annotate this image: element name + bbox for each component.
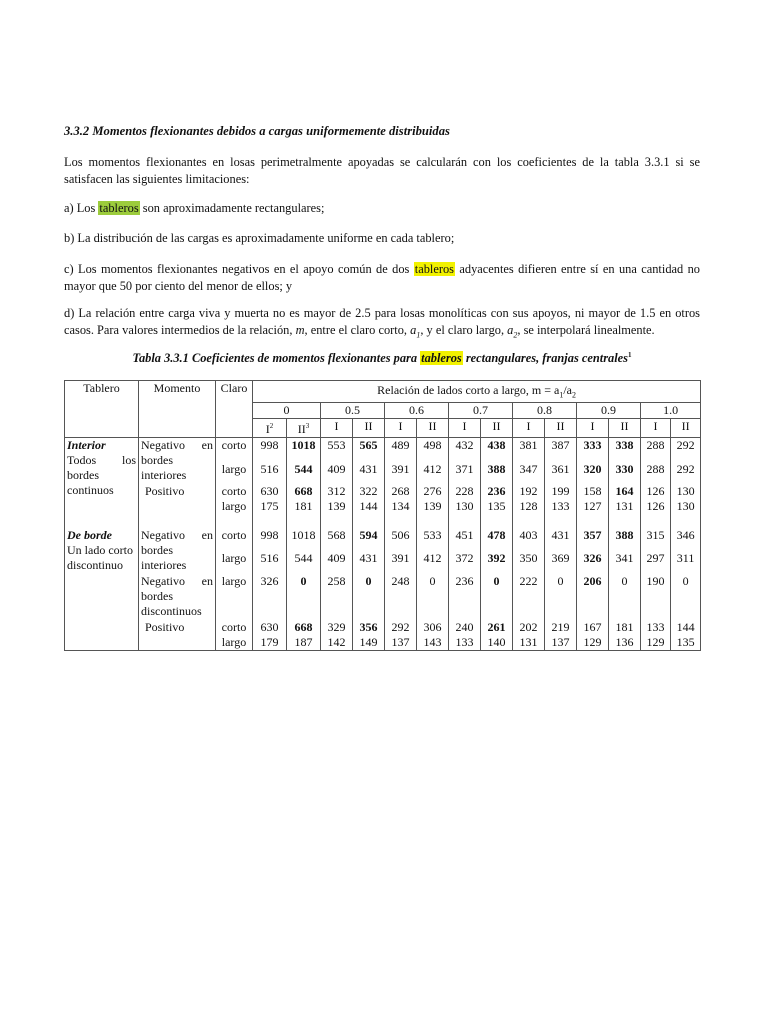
coef-cell: 142 (321, 635, 353, 651)
var-a2 (507, 323, 518, 340)
coef-cell: 451 (449, 528, 481, 551)
coef-cell: 228 (449, 484, 481, 499)
interior-neg-corto-row (65, 438, 701, 462)
coef-cell: 326 (253, 574, 287, 620)
coef-cell: 668 (287, 484, 321, 499)
coef-cell: 126 (641, 484, 671, 499)
coef-cell: 338 (609, 438, 641, 462)
item-d (64, 305, 700, 343)
coef-cell: 126 (641, 499, 671, 528)
coef-cell: 391 (385, 462, 417, 485)
ratio-header: 0.7 (449, 403, 513, 419)
coef-cell: 668 (287, 620, 321, 635)
coef-cell: 167 (577, 620, 609, 635)
momento-label: bordes (141, 543, 173, 558)
coef-cell: 139 (321, 499, 353, 528)
coef-cell: 130 (671, 484, 701, 499)
claro-largo: largo (216, 499, 253, 528)
coef-cell: 391 (385, 551, 417, 574)
footnote-marker: 2 (269, 422, 274, 431)
interior-pos-corto-row (65, 484, 701, 499)
case-header: I (641, 419, 671, 438)
coef-cell: 498 (417, 438, 449, 462)
coef-cell: 409 (321, 551, 353, 574)
coef-cell: 206 (577, 574, 609, 620)
coef-cell: 630 (253, 620, 287, 635)
momento-label: Negativo en (141, 438, 213, 453)
coef-cell: 130 (671, 499, 701, 528)
caption-suffix: rectangulares, franjas centrales (462, 351, 628, 366)
footnote-marker: 1 (627, 351, 632, 359)
coef-cell: 199 (545, 484, 577, 499)
coef-cell: 341 (609, 551, 641, 574)
coef-cell: 135 (671, 635, 701, 651)
coef-cell: 1018 (287, 528, 321, 551)
coef-cell: 409 (321, 462, 353, 485)
case-header: I (321, 419, 353, 438)
item-d-text: , se interpolará linealmente. (517, 323, 655, 337)
momento-label: interiores (141, 468, 187, 483)
coef-cell: 506 (385, 528, 417, 551)
coef-cell: 565 (353, 438, 385, 462)
coef-cell: 333 (577, 438, 609, 462)
momento-label: Negativo en (141, 574, 213, 589)
momento-label: Positivo (145, 484, 185, 499)
coef-cell: 998 (253, 438, 287, 462)
item-c-suffix: adyacentes difieren entre sí en una cantidad no mayor que 50 por ciento del menor de ellos; y (64, 262, 700, 293)
coef-cell: 190 (641, 574, 671, 620)
coef-cell: 144 (671, 620, 701, 635)
coef-cell: 0 (353, 574, 385, 620)
var-a1-sub: 1 (416, 330, 421, 340)
tablero-borde (65, 528, 139, 651)
coef-cell: 516 (253, 551, 287, 574)
coef-cell: 164 (609, 484, 641, 499)
coef-cell: 222 (513, 574, 545, 620)
relacion-sub: 1 (559, 390, 564, 400)
coef-cell: 329 (321, 620, 353, 635)
momento-negativo-interiores (139, 528, 216, 574)
tablero-desc: continuos (67, 483, 114, 498)
momento-positivo (139, 484, 216, 528)
coef-cell: 1018 (287, 438, 321, 462)
momento-negativo-interiores (139, 438, 216, 485)
case-header: II (609, 419, 641, 438)
relacion-sub: 2 (572, 390, 576, 400)
coef-cell: 594 (353, 528, 385, 551)
coef-cell: 544 (287, 462, 321, 485)
coef-cell: 478 (481, 528, 513, 551)
momento-label: Negativo en (141, 528, 213, 543)
ratio-header: 0.6 (385, 403, 449, 419)
coef-cell: 137 (385, 635, 417, 651)
coef-cell: 489 (385, 438, 417, 462)
var-a2-sub: 2 (513, 330, 518, 340)
coef-cell: 133 (545, 499, 577, 528)
case-header: II (481, 419, 513, 438)
coef-cell: 315 (641, 528, 671, 551)
momento-label: Positivo (145, 620, 185, 635)
borde-neg-corto-row (65, 528, 701, 551)
coef-cell: 388 (609, 528, 641, 551)
coef-cell: 371 (449, 462, 481, 485)
coef-cell: 136 (609, 635, 641, 651)
claro-corto: corto (216, 620, 253, 635)
header-relacion (253, 381, 701, 403)
coef-cell: 140 (481, 635, 513, 651)
coef-cell: 372 (449, 551, 481, 574)
claro-corto: corto (216, 438, 253, 462)
item-d-text: , entre el claro corto, (304, 323, 411, 337)
item-c (64, 261, 700, 295)
coef-cell: 0 (609, 574, 641, 620)
coef-cell: 202 (513, 620, 545, 635)
coef-cell: 127 (577, 499, 609, 528)
coef-cell: 187 (287, 635, 321, 651)
momento-label: bordes (141, 453, 173, 468)
coef-cell: 553 (321, 438, 353, 462)
coef-cell: 516 (253, 462, 287, 485)
coef-cell: 387 (545, 438, 577, 462)
ratio-header: 0.5 (321, 403, 385, 419)
claro-largo: largo (216, 462, 253, 485)
item-a (64, 200, 700, 217)
var-a2-letter: a (507, 323, 514, 337)
coef-cell: 326 (577, 551, 609, 574)
coef-cell: 219 (545, 620, 577, 635)
case-header: I (385, 419, 417, 438)
coef-cell: 129 (641, 635, 671, 651)
coef-cell: 347 (513, 462, 545, 485)
tablero-interior (65, 438, 139, 529)
coef-cell: 0 (481, 574, 513, 620)
coef-cell: 292 (671, 438, 701, 462)
coef-cell: 431 (353, 551, 385, 574)
ratio-header: 0.9 (577, 403, 641, 419)
coef-cell: 131 (513, 635, 545, 651)
coef-cell: 381 (513, 438, 545, 462)
coef-cell: 312 (321, 484, 353, 499)
coef-cell: 431 (353, 462, 385, 485)
coef-cell: 292 (385, 620, 417, 635)
coef-cell: 998 (253, 528, 287, 551)
intro-paragraph: Los momentos flexionantes en losas perimetralmente apoyadas se calcularán con los coeficientes de la tabla 3.3.1 si se satisfacen las siguientes limitaciones: (64, 155, 700, 186)
coef-cell: 357 (577, 528, 609, 551)
case-header: II (353, 419, 385, 438)
item-c-prefix: c) Los momentos flexionantes negativos en el apoyo común de dos (64, 262, 414, 276)
claro-largo: largo (216, 574, 253, 620)
coef-cell: 133 (641, 620, 671, 635)
case-header: II (545, 419, 577, 438)
coef-cell: 181 (609, 620, 641, 635)
coef-cell: 135 (481, 499, 513, 528)
coef-cell: 320 (577, 462, 609, 485)
item-a-suffix: son aproximadamente rectangulares; (139, 201, 325, 215)
coefficients-table (64, 380, 701, 651)
case-label: II (297, 422, 306, 437)
coef-cell: 431 (545, 528, 577, 551)
case-header: II (671, 419, 701, 438)
case-header: I (577, 419, 609, 438)
momento-label: discontinuos (141, 604, 202, 619)
coef-cell: 630 (253, 484, 287, 499)
coef-cell: 356 (353, 620, 385, 635)
coef-cell: 544 (287, 551, 321, 574)
item-b: b) La distribución de las cargas es aproximadamente uniforme en cada tablero; (64, 231, 455, 245)
claro-corto: corto (216, 528, 253, 551)
case-header: II (417, 419, 449, 438)
var-a1 (410, 323, 421, 340)
coef-cell: 181 (287, 499, 321, 528)
coef-cell: 149 (353, 635, 385, 651)
tablero-title: Interior (67, 438, 106, 453)
coef-cell: 133 (449, 635, 481, 651)
coef-cell: 144 (353, 499, 385, 528)
coef-cell: 306 (417, 620, 449, 635)
table-header-row (65, 381, 701, 403)
coef-cell: 0 (417, 574, 449, 620)
coef-cell: 533 (417, 528, 449, 551)
coef-cell: 403 (513, 528, 545, 551)
claro-corto: corto (216, 484, 253, 499)
case-label: I (265, 422, 270, 437)
tablero-desc: Un lado corto (67, 543, 133, 558)
coef-cell: 568 (321, 528, 353, 551)
section-heading: 3.3.2 Momentos flexionantes debidos a cargas uniformemente distribuidas (64, 124, 450, 138)
coef-cell: 192 (513, 484, 545, 499)
item-d-text: , y el claro largo, (420, 323, 508, 337)
coef-cell: 412 (417, 462, 449, 485)
footnote-marker: 3 (305, 422, 310, 431)
coef-cell: 137 (545, 635, 577, 651)
claro-largo: largo (216, 635, 253, 651)
coef-cell: 139 (417, 499, 449, 528)
claro-largo: largo (216, 551, 253, 574)
ratio-header: 1.0 (641, 403, 701, 419)
borde-neg-discontinuo-row (65, 574, 701, 620)
ratio-header: 0.8 (513, 403, 577, 419)
coef-cell: 276 (417, 484, 449, 499)
case-header: I (449, 419, 481, 438)
tablero-desc: discontinuo (67, 558, 123, 573)
header-claro: Claro (216, 381, 253, 438)
header-tablero: Tablero (65, 381, 139, 438)
coef-cell: 179 (253, 635, 287, 651)
coef-cell: 346 (671, 528, 701, 551)
coef-cell: 361 (545, 462, 577, 485)
coef-cell: 392 (481, 551, 513, 574)
coef-cell: 131 (609, 499, 641, 528)
coef-cell: 330 (609, 462, 641, 485)
coef-cell: 128 (513, 499, 545, 528)
coef-cell: 134 (385, 499, 417, 528)
coef-cell: 288 (641, 462, 671, 485)
relacion-sep: /a (563, 383, 572, 397)
coef-cell: 288 (641, 438, 671, 462)
momento-negativo-discontinuos (139, 574, 216, 620)
coef-cell: 0 (671, 574, 701, 620)
coef-cell: 297 (641, 551, 671, 574)
ratio-header: 0 (253, 403, 321, 419)
momento-positivo (139, 620, 216, 651)
coef-cell: 322 (353, 484, 385, 499)
borde-pos-corto-row (65, 620, 701, 635)
highlight-tableros: tableros (414, 262, 454, 276)
highlight-tableros: tableros (99, 201, 139, 215)
coef-cell: 240 (449, 620, 481, 635)
case-header (287, 419, 321, 438)
coef-cell: 130 (449, 499, 481, 528)
case-header (253, 419, 287, 438)
coef-cell: 143 (417, 635, 449, 651)
coef-cell: 129 (577, 635, 609, 651)
coef-cell: 438 (481, 438, 513, 462)
coef-cell: 158 (577, 484, 609, 499)
coef-cell: 248 (385, 574, 417, 620)
coef-cell: 369 (545, 551, 577, 574)
coef-cell: 311 (671, 551, 701, 574)
coef-cell: 0 (287, 574, 321, 620)
momento-label: interiores (141, 558, 187, 573)
highlight-tableros: tableros (421, 351, 462, 366)
table-caption (64, 351, 700, 366)
item-a-prefix: a) Los (64, 201, 99, 215)
coef-cell: 261 (481, 620, 513, 635)
caption-prefix: Tabla 3.3.1 Coeficientes de momentos flexionantes para (132, 351, 421, 366)
tablero-desc: bordes (67, 468, 99, 483)
coef-cell: 292 (671, 462, 701, 485)
coef-cell: 432 (449, 438, 481, 462)
coef-cell: 236 (449, 574, 481, 620)
coef-cell: 258 (321, 574, 353, 620)
var-a1-letter: a (410, 323, 417, 337)
momento-label: bordes (141, 589, 173, 604)
relacion-text: Relación de lados corto a largo, m = a (377, 383, 560, 397)
item-d-text: d) La relación entre carga viva y muerta no es mayor de 2.5 para losas monolíticas con sus apoyos, ni mayor de 1.5 en otros casos. Para valores intermedios de la relación, (64, 306, 700, 337)
coef-cell: 350 (513, 551, 545, 574)
coef-cell: 175 (253, 499, 287, 528)
coef-cell: 412 (417, 551, 449, 574)
tablero-title: De borde (67, 528, 112, 543)
coef-cell: 0 (545, 574, 577, 620)
coef-cell: 268 (385, 484, 417, 499)
tablero-desc: Todos los (67, 453, 136, 468)
header-momento: Momento (139, 381, 216, 438)
coef-cell: 388 (481, 462, 513, 485)
var-m: m (295, 323, 305, 337)
case-header: I (513, 419, 545, 438)
coef-cell: 236 (481, 484, 513, 499)
